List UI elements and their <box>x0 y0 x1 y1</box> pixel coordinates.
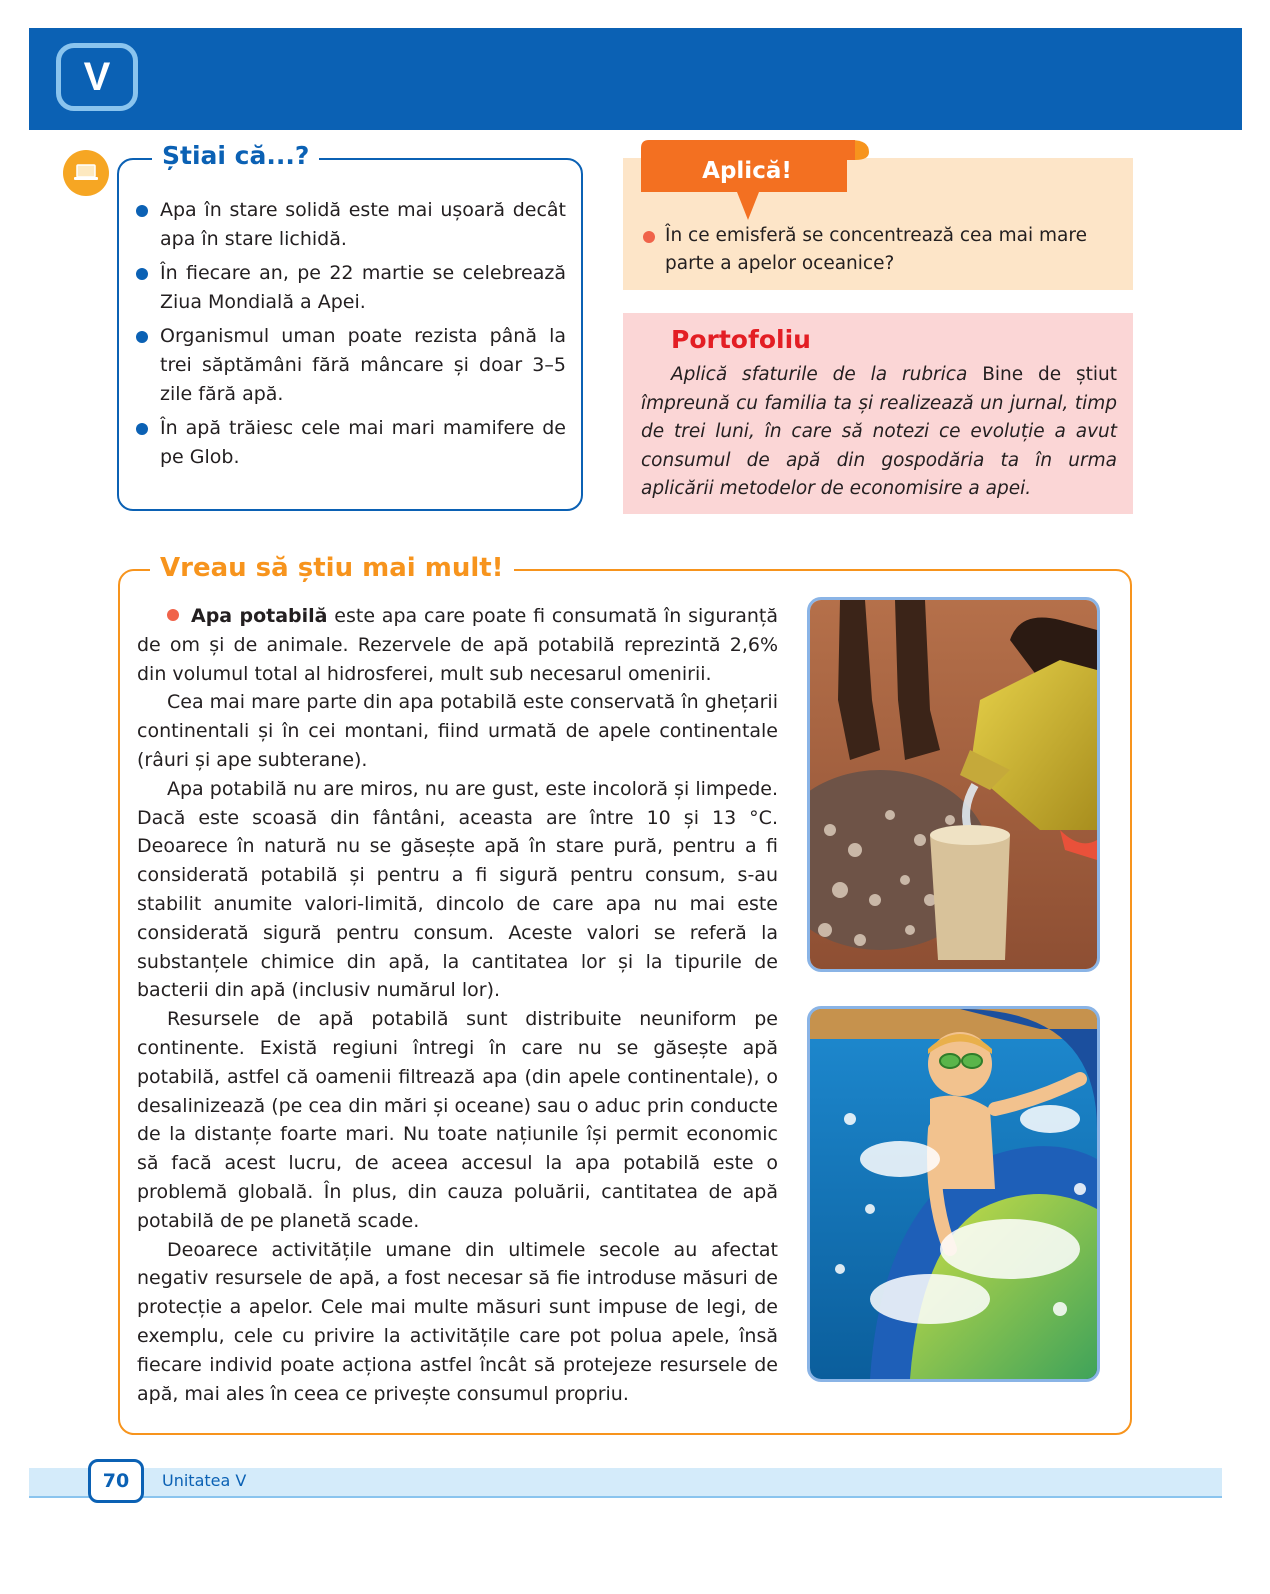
bullet-icon <box>136 205 148 217</box>
stiai-list <box>132 196 566 477</box>
list-item <box>132 196 566 254</box>
photo-pouring-water <box>807 597 1100 972</box>
laptop-icon <box>63 150 109 196</box>
header-band <box>29 28 1242 130</box>
unit-badge: V <box>56 43 138 111</box>
aplica-label: Aplică! <box>702 158 792 184</box>
list-item-text: În fiecare an, pe 22 martie se celebrează Ziua Mondială a Apei. <box>160 262 566 313</box>
portofoliu-text-before: Aplică sfaturile de la rubrica <box>671 364 983 385</box>
portofoliu-text <box>641 361 1117 504</box>
list-item-text: În apă trăiesc cele mai mari mamifere de pe Glob. <box>160 417 566 468</box>
paragraph: Deoarece activitățile umane din ultimele secole au afectat negativ resursele de apă, a fost necesar să fie introduse măsuri de protecție a apelor. Cele mai multe măsuri sunt impuse de legi, de exemplu, cele cu privire la activitățile care pot polua apele, însă fiecare individ poate acționa astfel încât să protejeze resursele de apă, mai ales în ceea ce privește consumul propriu. <box>137 1238 778 1405</box>
term-bold: Apa potabilă <box>191 605 328 627</box>
paragraph: Cea mai mare parte din apa potabilă este conservată în ghețarii continentali și în cei montani, fiind urmată de apele continentale (râuri și ape subterane). <box>137 691 778 771</box>
page-number: 70 <box>88 1459 144 1503</box>
portofoliu-text-ref: Bine de știut <box>982 364 1117 385</box>
bullet-icon <box>136 423 148 435</box>
bullet-icon <box>136 331 148 343</box>
list-item <box>132 414 566 472</box>
footer-unit-label: Unitatea V <box>162 1471 247 1490</box>
portofoliu-text-after: împreună cu familia ta și realizează un jurnal, timp de trei luni, în care să notezi ce evoluție a avut consumul de apă din gospodăria ta în urma aplicării metodelor de economisire a apei. <box>641 392 1117 499</box>
vreau-text <box>137 602 778 1408</box>
vreau-title: Vreau să știu mai mult! <box>150 553 514 583</box>
paragraph: Resursele de apă potabilă sunt distribuite neuniform pe continente. Există regiuni întregi în care nu se găsește apă potabilă, astfel că oamenii filtrează apa (din apele continentale), o desalinizează (pe cea din mări și oceane) sau o aduc prin conducte de la distanțe foarte mari. Nu toate națiunile își permit economic să facă acest lucru, de aceea accesul la apa potabilă este o problemă globală. În plus, din cauza poluării, cantitatea de apă potabilă de pe planetă scade. <box>137 1008 778 1232</box>
paragraph-text: este apa care poate fi consumată în siguranță de om și de animale. Rezervele de apă potabilă reprezintă 2,6% din volumul total al hidrosferei, mult sub necesarul omenirii. <box>137 605 778 685</box>
bullet-icon <box>167 609 179 621</box>
aplica-question-text: În ce emisferă se concentrează cea mai mare parte a apelor oceanice? <box>665 225 1087 274</box>
list-item-text: Apa în stare solidă este mai ușoară decât apa în stare lichidă. <box>160 199 566 250</box>
stiai-title: Știai că...? <box>152 141 319 170</box>
bullet-icon <box>643 231 655 243</box>
paragraph <box>137 602 778 688</box>
bullet-icon <box>136 268 148 280</box>
list-item-text: Organismul uman poate rezista până la trei săptămâni fără mâncare și doar 3–5 zile fără apă. <box>160 325 566 405</box>
photo-water-slide <box>807 1006 1100 1382</box>
portofoliu-title: Portofoliu <box>671 325 811 354</box>
list-item <box>132 322 566 409</box>
list-item <box>132 259 566 317</box>
paragraph: Apa potabilă nu are miros, nu are gust, este incoloră și limpede. Dacă este scoasă din fântâni, aceasta are între 10 și 13 °C. Deoarece în natură nu se găsește apă în stare pură, pentru a fi considerată potabilă și pentru a fi sigură pentru consum, s-au stabilit anumite valori-limită, dincolo de care apa nu mai este considerată sigură pentru consum. Aceste valori se referă la substanțele chimice din apă, la cantitatea lor și la tipurile de bacterii din apă (inclusiv numărul lor). <box>137 777 778 1002</box>
aplica-question <box>640 222 1122 278</box>
